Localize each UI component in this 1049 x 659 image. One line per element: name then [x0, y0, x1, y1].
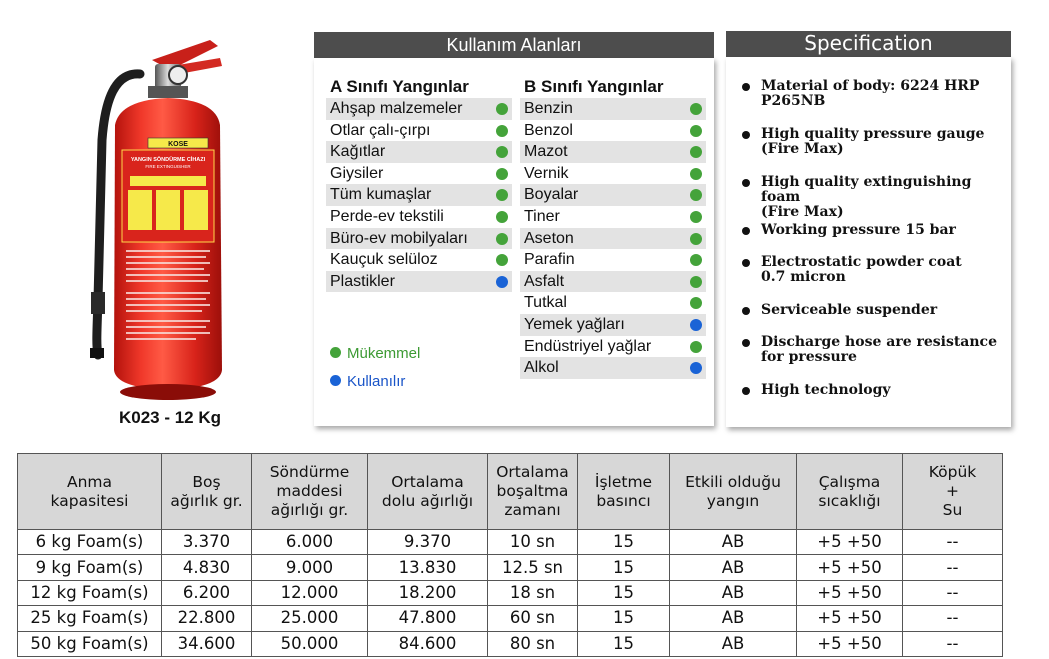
table-cell: 15 [578, 530, 670, 555]
table-cell: 25 kg Foam(s) [18, 606, 162, 631]
list-item [520, 271, 706, 293]
class-a-title: A Sınıfı Yangınlar [330, 77, 469, 96]
excellent-dot-icon [690, 254, 702, 266]
class-a-column [326, 76, 512, 292]
column-header [670, 454, 797, 530]
header-line: Su [942, 501, 963, 519]
list-item [520, 98, 706, 120]
bullet-icon [742, 83, 750, 91]
header-line: Anma [66, 472, 113, 491]
table-row [18, 631, 1003, 656]
table-cell: -- [903, 530, 1003, 555]
list-item-label: Yemek yağları [524, 315, 625, 333]
table-cell: +5 +50 [797, 555, 903, 580]
usage-panel [314, 58, 714, 426]
header-line: sıcaklığı [818, 491, 881, 510]
list-item [520, 336, 706, 358]
spec-line: Serviceable suspender [761, 302, 938, 318]
spec-line: High quality pressure gauge [761, 126, 985, 142]
excellent-dot-icon [690, 103, 702, 115]
bullet-icon [742, 387, 750, 395]
list-item [520, 292, 706, 314]
spec-line: 0.7 micron [761, 269, 846, 285]
excellent-dot-icon [496, 211, 508, 223]
legend-usable [330, 373, 405, 390]
spec-line: High technology [761, 382, 891, 398]
label-subtitle: FIRE EXTINGUISHER [145, 164, 191, 169]
header-line: Çalışma [818, 472, 881, 491]
usage-header: Kullanım Alanları [314, 32, 714, 58]
list-item-label: Boyalar [524, 186, 579, 204]
list-item-label: Büro-ev mobilyaları [330, 229, 468, 247]
spec-item [742, 335, 1004, 383]
table-cell: -- [903, 580, 1003, 605]
excellent-dot-icon [496, 233, 508, 245]
usable-dot-icon [690, 319, 702, 331]
list-item-label: Aseton [524, 229, 574, 247]
green-dot-icon [330, 347, 341, 358]
list-item [520, 163, 706, 185]
list-item-label: Kauçuk selüloz [330, 251, 438, 269]
table-cell: 60 sn [488, 606, 578, 631]
table-cell: AB [670, 555, 797, 580]
header-line: ağırlık gr. [170, 491, 243, 510]
excellent-dot-icon [690, 125, 702, 137]
excellent-dot-icon [690, 146, 702, 158]
column-header [18, 454, 162, 530]
table-header-row [18, 454, 1003, 530]
header-line: zamanı [504, 501, 561, 519]
spec-list [742, 79, 1004, 403]
excellent-dot-icon [496, 254, 508, 266]
header-line: dolu ağırlığı [381, 491, 474, 510]
spec-item [742, 303, 1004, 335]
table-cell: AB [670, 580, 797, 605]
list-item [520, 314, 706, 336]
spec-line: Working pressure 15 bar [761, 222, 956, 238]
spec-line: Discharge hose are resistance [761, 334, 997, 350]
list-item-label: Asfalt [524, 272, 565, 290]
table-cell: 18.200 [368, 580, 488, 605]
table-cell: 12 kg Foam(s) [18, 580, 162, 605]
table-cell: +5 +50 [797, 631, 903, 656]
table-cell: 18 sn [488, 580, 578, 605]
spec-item [742, 175, 1004, 223]
list-item-label: Ahşap malzemeler [330, 100, 463, 117]
list-item-label: Mazot [524, 143, 568, 161]
spec-item [742, 79, 1004, 127]
bullet-icon [742, 307, 750, 315]
header-line: ağırlığı gr. [270, 501, 349, 519]
list-item-label: Tutkal [524, 294, 567, 312]
excellent-dot-icon [690, 233, 702, 245]
usable-dot-icon [496, 276, 508, 288]
table-cell: 84.600 [368, 631, 488, 656]
table-row [18, 580, 1003, 605]
list-item-label: Tüm kumaşlar [330, 186, 432, 204]
header-line: Ortalama [391, 472, 464, 491]
excellent-dot-icon [496, 146, 508, 158]
excellent-dot-icon [690, 341, 702, 353]
spec-line: (Fire Max) [761, 141, 844, 157]
list-item [326, 98, 512, 120]
table-cell: -- [903, 631, 1003, 656]
class-b-column [520, 76, 706, 379]
blue-dot-icon [330, 375, 341, 386]
table-cell: 3.370 [162, 530, 252, 555]
table-cell: 4.830 [162, 555, 252, 580]
spec-line: High quality extinguishing foam [761, 174, 972, 205]
column-header [488, 454, 578, 530]
excellent-dot-icon [690, 189, 702, 201]
header-line: Boş [192, 472, 221, 491]
spec-header: Specification [726, 31, 1011, 57]
table-cell: 6.200 [162, 580, 252, 605]
table-cell: +5 +50 [797, 606, 903, 631]
table-cell: 13.830 [368, 555, 488, 580]
header-line: İşletme [594, 472, 653, 491]
bullet-icon [742, 131, 750, 139]
table-cell: 9 kg Foam(s) [18, 555, 162, 580]
list-item [326, 228, 512, 250]
list-item-label: Otlar çalı-çırpı [330, 121, 431, 139]
spec-item [742, 223, 1004, 255]
list-item-label: Tiner [524, 207, 560, 225]
table-cell: 34.600 [162, 631, 252, 656]
table-cell: 15 [578, 555, 670, 580]
list-item [520, 184, 706, 206]
list-item [520, 357, 706, 379]
header-line: kapasitesi [50, 491, 129, 510]
table-cell: AB [670, 606, 797, 631]
capacity-table [17, 453, 1003, 657]
header-line: Etkili olduğu [685, 472, 781, 491]
list-item [520, 249, 706, 271]
excellent-dot-icon [496, 125, 508, 137]
list-item [520, 206, 706, 228]
spec-line: Material of body: 6224 HRP [761, 78, 980, 94]
list-item [326, 271, 512, 293]
header-line: yangın [706, 491, 760, 510]
list-item [520, 228, 706, 250]
spec-line: for pressure [761, 349, 857, 365]
table-cell: 9.370 [368, 530, 488, 555]
table-cell: AB [670, 530, 797, 555]
table-cell: 9.000 [252, 555, 368, 580]
label-title: YANGIN SÖNDÜRME CİHAZI [130, 157, 206, 163]
table-cell: -- [903, 555, 1003, 580]
table-cell: 50 kg Foam(s) [18, 631, 162, 656]
legend-excellent [330, 345, 420, 362]
fire-extinguisher-icon [60, 30, 260, 430]
table-cell: AB [670, 631, 797, 656]
table-cell: 12.000 [252, 580, 368, 605]
spec-line: P265NB [761, 93, 826, 109]
header-line: maddesi [276, 482, 343, 500]
excellent-dot-icon [690, 168, 702, 180]
table-cell: 80 sn [488, 631, 578, 656]
legend-excellent-label: Mükemmel [347, 345, 421, 362]
column-header [252, 454, 368, 530]
bullet-icon [742, 227, 750, 235]
header-line: boşaltma [496, 482, 569, 500]
excellent-dot-icon [496, 168, 508, 180]
list-item [326, 206, 512, 228]
spec-panel [726, 57, 1011, 427]
column-header [162, 454, 252, 530]
spec-item [742, 255, 1004, 303]
list-item-label: Benzin [524, 100, 573, 117]
list-item [326, 141, 512, 163]
list-item [326, 184, 512, 206]
table-cell: 6.000 [252, 530, 368, 555]
header-line: basıncı [596, 491, 651, 510]
table-cell: 6 kg Foam(s) [18, 530, 162, 555]
list-item [520, 141, 706, 163]
list-item-label: Parafin [524, 251, 575, 269]
header-line: + [946, 482, 959, 500]
table-cell: -- [903, 606, 1003, 631]
spec-line: (Fire Max) [761, 204, 844, 220]
usable-dot-icon [690, 362, 702, 374]
spec-item [742, 127, 1004, 175]
column-header [578, 454, 670, 530]
column-header [368, 454, 488, 530]
class-b-title: B Sınıfı Yangınlar [524, 77, 664, 96]
spec-line: Electrostatic powder coat [761, 254, 962, 270]
bullet-icon [742, 339, 750, 347]
table-cell: 22.800 [162, 606, 252, 631]
legend-usable-label: Kullanılır [347, 373, 406, 390]
table-row [18, 606, 1003, 631]
table-cell: 15 [578, 631, 670, 656]
list-item-label: Vernik [524, 164, 569, 182]
product-image [60, 30, 260, 430]
list-item-label: Endüstriyel yağlar [524, 337, 652, 355]
bullet-icon [742, 179, 750, 187]
list-item [326, 120, 512, 142]
table-cell: 10 sn [488, 530, 578, 555]
excellent-dot-icon [690, 297, 702, 309]
table-row [18, 530, 1003, 555]
excellent-dot-icon [690, 211, 702, 223]
table-cell: 25.000 [252, 606, 368, 631]
list-item-label: Benzol [524, 121, 573, 139]
list-item-label: Plastikler [330, 272, 395, 290]
table-cell: 15 [578, 580, 670, 605]
table-cell: +5 +50 [797, 530, 903, 555]
header-line: Söndürme [269, 463, 350, 481]
header-line: Köpük [928, 463, 977, 481]
table-cell: 47.800 [368, 606, 488, 631]
excellent-dot-icon [496, 103, 508, 115]
product-caption: K023 - 12 Kg [118, 408, 222, 427]
table-cell: 15 [578, 606, 670, 631]
list-item-label: Perde-ev tekstili [330, 207, 444, 225]
column-header [903, 454, 1003, 530]
excellent-dot-icon [690, 276, 702, 288]
list-item-label: Giysiler [330, 164, 384, 182]
spec-item [742, 383, 1004, 403]
header-line: Ortalama [496, 463, 569, 481]
list-item [520, 120, 706, 142]
list-item [326, 163, 512, 185]
excellent-dot-icon [496, 189, 508, 201]
label-brand: KOSE [168, 141, 188, 148]
list-item-label: Kağıtlar [330, 143, 386, 161]
list-item-label: Alkol [524, 359, 559, 377]
list-item [326, 249, 512, 271]
table-cell: 50.000 [252, 631, 368, 656]
table-row [18, 555, 1003, 580]
column-header [797, 454, 903, 530]
table-cell: +5 +50 [797, 580, 903, 605]
table-cell: 12.5 sn [488, 555, 578, 580]
bullet-icon [742, 259, 750, 267]
